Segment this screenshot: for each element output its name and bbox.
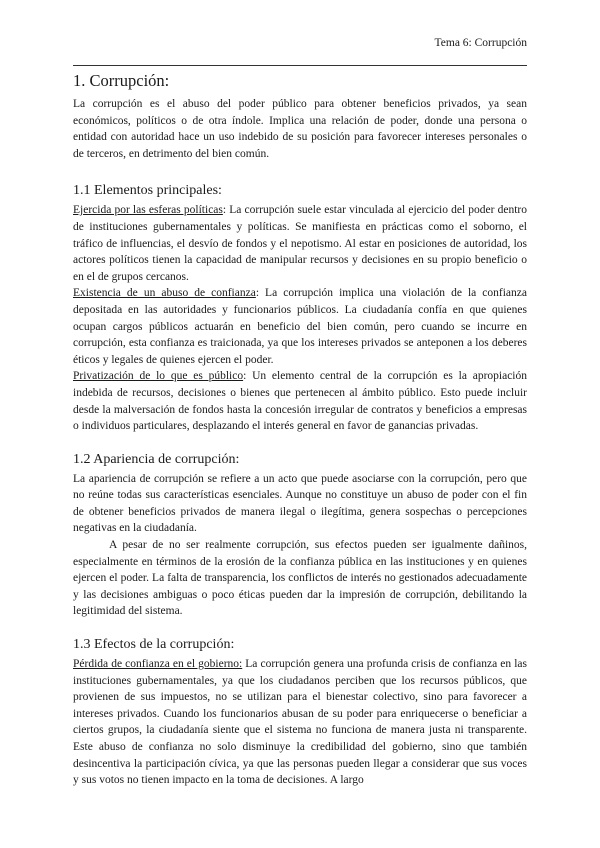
section-title-elementos: 1.1 Elementos principales: xyxy=(73,183,222,199)
efecto-text: La corrupción genera una profunda crisis de confianza en las instituciones gubernamentales, ya que los ciudadanos perciben que los recursos públicos, que provienen de sus impuestos, no se utilizan para el bienestar colectivo, sino para favorecer a intereses privados. Cuando los funcionarios abusan de su poder para enriquecerse o beneficiar a ciertos grupos, la ciudadanía siente que el sistema no funciona de manera justa ni transparente. Este abuso de confianza no solo disminuye la credibilidad del gobierno, sino que también desincentiva la participación cívica, ya que las personas pueden llegar a considerar que sus voces y sus votos no tienen impacto en la toma de decisiones. A largo xyxy=(73,658,527,787)
apariencia-paragraph-2: A pesar de no ser realmente corrupción, sus efectos pueden ser igualmente dañinos, especialmente en términos de la erosión de la confianza pública en las instituciones y en quienes ejercen el poder. La falta de transparencia, los conflictos de interés no gestionados adecuadamente y las decisiones ambiguas o poco éticas pueden dar la impresión de corrupción, debilitando la legitimidad del sistema. xyxy=(73,539,527,618)
page-header-topic: Tema 6: Corrupción xyxy=(434,37,527,49)
element-text: : La corrupción implica una violación de la confianza depositada en las autoridades y funcionarios públicos. La ciudadanía confía en que quienes ocupan cargos públicos actuarán en beneficio del bien común, pero cuando se incurre en corrupción, esta confianza es traicionada, ya que los intereses privados se anteponen a los deberes éticos y legales de quienes ejercen el poder. xyxy=(73,287,527,366)
document-body xyxy=(73,70,527,789)
element-paragraph-privatizacion xyxy=(73,368,527,434)
section-paragraph-definition: La corrupción es el abuso del poder público para obtener beneficios privados, ya sean económicos, políticos o de otra índole. Implica una relación de poder, donde una persona o entidad con autoridad hace un uso indebido de su posición para favorecer intereses personales o de terceros, en detrimento del bien común. xyxy=(73,98,527,160)
efecto-term: Pérdida de confianza en el gobierno: xyxy=(73,658,243,671)
element-term: Existencia de un abuso de confianza xyxy=(73,287,256,300)
element-paragraph-abuso-confianza xyxy=(73,285,527,368)
element-text: : Un elemento central de la corrupción es la apropiación indebida de recursos, decisiones o bienes que pertenecen al ámbito público. Esto puede incluir desde la malversación de fondos hasta la concesión irregular de contratos y beneficios a empresas o individuos particulares, desplazando el interés general en favor de ganancias privadas. xyxy=(73,370,527,433)
element-text: : La corrupción suele estar vinculada al ejercicio del poder dentro de instituciones gubernamentales y políticas. Se manifiesta en prácticas como el soborno, el tráfico de influencias, el desvío de fondos y el nepotismo. Al estar en posiciones de autoridad, los actores políticos tienen la capacidad de manipular recursos y decisiones en su propio beneficio o en el de grupos cercanos. xyxy=(73,204,527,283)
element-term: Privatización de lo que es público xyxy=(73,370,244,383)
header-divider xyxy=(73,65,527,66)
efecto-paragraph-perdida-confianza xyxy=(73,656,527,789)
section-title-corrupcion: 1. Corrupción: xyxy=(73,71,170,90)
apariencia-paragraph-1: La apariencia de corrupción se refiere a un acto que puede asociarse con la corrupción, pero que no reúne todas sus características esenciales. Aunque no constituye un abuso de poder con el fin de obtener beneficios privados de manera ilegal o ilegítima, genera sospechas o percepciones negativas en la ciudadanía. xyxy=(73,472,527,535)
element-term: Ejercida por las esferas políticas xyxy=(73,204,223,217)
section-title-efectos: 1.3 Efectos de la corrupción: xyxy=(73,637,235,653)
section-title-apariencia: 1.2 Apariencia de corrupción: xyxy=(73,451,240,467)
element-paragraph-esferas-politicas xyxy=(73,202,527,285)
